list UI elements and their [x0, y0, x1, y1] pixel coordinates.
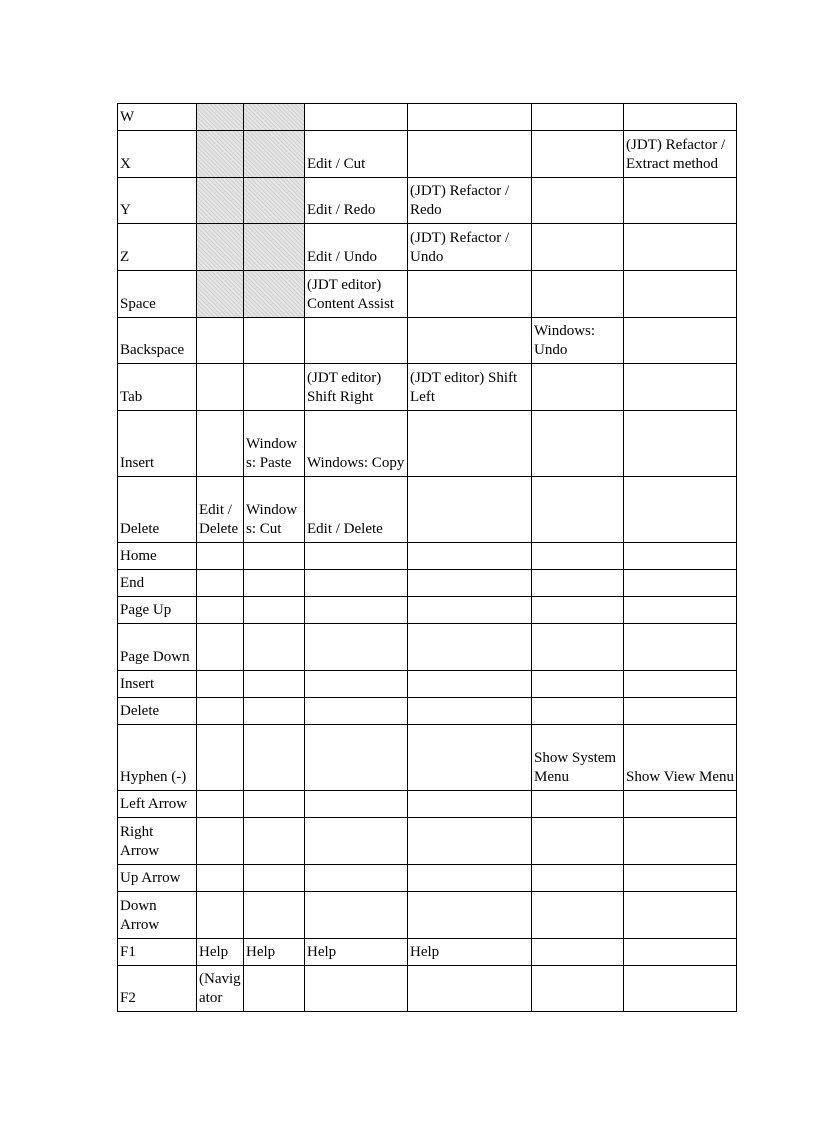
table-cell: [197, 818, 244, 865]
table-cell: [624, 939, 737, 966]
table-cell: (JDT editor) Shift Left: [408, 364, 532, 411]
table-cell: [244, 791, 305, 818]
table-cell: Help: [244, 939, 305, 966]
table-cell: [305, 818, 408, 865]
table-cell: [624, 865, 737, 892]
table-cell: [532, 131, 624, 178]
table-cell: (JDT) Refactor / Extract method: [624, 131, 737, 178]
table-cell: [305, 597, 408, 624]
table-row: [118, 131, 737, 178]
table-cell: [197, 671, 244, 698]
table-cell: [532, 939, 624, 966]
table-row: [118, 698, 737, 725]
table-cell: [408, 725, 532, 791]
table-cell: [408, 865, 532, 892]
table-cell: [624, 364, 737, 411]
table-row: [118, 671, 737, 698]
table-cell: [624, 104, 737, 131]
key-name-cell: F1: [118, 939, 197, 966]
table-cell: [532, 271, 624, 318]
key-name-cell: Right Arrow: [118, 818, 197, 865]
table-cell: [532, 364, 624, 411]
table-cell: [197, 865, 244, 892]
table-row: [118, 818, 737, 865]
table-cell: [244, 865, 305, 892]
table-cell: [532, 624, 624, 671]
table-cell: (Navigator: [197, 966, 244, 1012]
table-cell: [624, 671, 737, 698]
table-row: [118, 725, 737, 791]
table-cell: [305, 543, 408, 570]
table-cell: [624, 477, 737, 543]
table-cell: [624, 178, 737, 224]
key-name-cell: Y: [118, 178, 197, 224]
table-cell: [624, 271, 737, 318]
table-cell: [244, 318, 305, 364]
table-row: [118, 939, 737, 966]
table-cell: [624, 698, 737, 725]
table-cell: [624, 892, 737, 939]
key-name-cell: Insert: [118, 411, 197, 477]
key-name-cell: Left Arrow: [118, 791, 197, 818]
table-cell: Windows: Copy: [305, 411, 408, 477]
table-row: [118, 104, 737, 131]
table-cell: [532, 892, 624, 939]
key-name-cell: Hyphen (-): [118, 725, 197, 791]
table-cell: (JDT) Refactor / Redo: [408, 178, 532, 224]
table-cell: [305, 698, 408, 725]
table-cell: [532, 224, 624, 271]
table-cell: [244, 364, 305, 411]
table-cell: [532, 411, 624, 477]
table-cell: [532, 966, 624, 1012]
key-name-cell: Insert: [118, 671, 197, 698]
table-cell: [305, 966, 408, 1012]
table-cell: [305, 725, 408, 791]
table-cell: Edit / Redo: [305, 178, 408, 224]
table-row: [118, 966, 737, 1012]
table-cell: [624, 624, 737, 671]
table-row: [118, 178, 737, 224]
table-row: [118, 624, 737, 671]
table-cell: [305, 671, 408, 698]
table-cell: Edit / Undo: [305, 224, 408, 271]
table-cell: [408, 131, 532, 178]
table-row: [118, 570, 737, 597]
table-cell: [197, 725, 244, 791]
table-cell: [532, 671, 624, 698]
table-cell: [305, 624, 408, 671]
table-cell: [197, 178, 244, 224]
table-cell: [244, 597, 305, 624]
table-cell: [197, 791, 244, 818]
table-cell: [408, 411, 532, 477]
table-cell: [197, 570, 244, 597]
table-cell: [408, 543, 532, 570]
table-cell: [197, 318, 244, 364]
key-name-cell: Z: [118, 224, 197, 271]
key-name-cell: Backspace: [118, 318, 197, 364]
table-row: [118, 865, 737, 892]
table-cell: [408, 477, 532, 543]
table-cell: [244, 892, 305, 939]
table-cell: [244, 624, 305, 671]
table-cell: [532, 178, 624, 224]
table-cell: [532, 543, 624, 570]
key-name-cell: Tab: [118, 364, 197, 411]
table-cell: [408, 624, 532, 671]
table-cell: [305, 865, 408, 892]
table-cell: [197, 411, 244, 477]
table-cell: Show System Menu: [532, 725, 624, 791]
table-cell: [408, 671, 532, 698]
table-cell: [624, 818, 737, 865]
table-cell: Edit / Cut: [305, 131, 408, 178]
table-cell: Help: [408, 939, 532, 966]
table-cell: [197, 597, 244, 624]
table-cell: [244, 131, 305, 178]
table-cell: [197, 271, 244, 318]
table-cell: [408, 570, 532, 597]
table-cell: Windows: Undo: [532, 318, 624, 364]
key-binding-table: [117, 103, 737, 1012]
key-name-cell: Space: [118, 271, 197, 318]
table-cell: [408, 966, 532, 1012]
table-cell: Windows: Cut: [244, 477, 305, 543]
key-name-cell: End: [118, 570, 197, 597]
key-name-cell: X: [118, 131, 197, 178]
table-cell: [244, 543, 305, 570]
table-cell: [244, 966, 305, 1012]
table-cell: [244, 104, 305, 131]
table-cell: [532, 104, 624, 131]
table-cell: [532, 698, 624, 725]
table-cell: [244, 224, 305, 271]
table-cell: [624, 224, 737, 271]
table-cell: [408, 318, 532, 364]
table-body: [118, 104, 737, 1012]
table-row: [118, 271, 737, 318]
table-cell: [532, 818, 624, 865]
table-cell: [197, 104, 244, 131]
table-cell: Help: [305, 939, 408, 966]
table-cell: [197, 698, 244, 725]
key-name-cell: Delete: [118, 477, 197, 543]
table-cell: (JDT editor) Content Assist: [305, 271, 408, 318]
table-cell: [624, 543, 737, 570]
table-cell: [197, 892, 244, 939]
table-cell: [624, 318, 737, 364]
table-cell: Help: [197, 939, 244, 966]
table-row: [118, 364, 737, 411]
table-cell: [532, 597, 624, 624]
table-row: [118, 318, 737, 364]
key-name-cell: W: [118, 104, 197, 131]
table-cell: [408, 698, 532, 725]
key-name-cell: Down Arrow: [118, 892, 197, 939]
table-cell: [624, 597, 737, 624]
key-name-cell: Home: [118, 543, 197, 570]
table-cell: [532, 791, 624, 818]
table-cell: [408, 597, 532, 624]
table-cell: [624, 570, 737, 597]
table-cell: [197, 624, 244, 671]
table-cell: [244, 570, 305, 597]
table-cell: Edit / Delete: [305, 477, 408, 543]
table-cell: [408, 104, 532, 131]
table-cell: Show View Menu: [624, 725, 737, 791]
table-cell: [408, 892, 532, 939]
table-cell: [197, 131, 244, 178]
table-cell: [244, 818, 305, 865]
table-cell: [408, 818, 532, 865]
table-cell: [408, 271, 532, 318]
table-cell: [197, 543, 244, 570]
key-name-cell: F2: [118, 966, 197, 1012]
table-cell: Windows: Paste: [244, 411, 305, 477]
key-name-cell: Page Up: [118, 597, 197, 624]
table-cell: [532, 865, 624, 892]
table-row: [118, 791, 737, 818]
table-cell: [532, 570, 624, 597]
table-cell: (JDT) Refactor / Undo: [408, 224, 532, 271]
table-row: [118, 597, 737, 624]
table-cell: [408, 791, 532, 818]
key-name-cell: Up Arrow: [118, 865, 197, 892]
table-row: [118, 477, 737, 543]
table-row: [118, 224, 737, 271]
table-cell: [305, 892, 408, 939]
table-cell: [244, 178, 305, 224]
table-cell: [244, 271, 305, 318]
table-cell: (JDT editor) Shift Right: [305, 364, 408, 411]
table-cell: Edit / Delete: [197, 477, 244, 543]
table-cell: [624, 411, 737, 477]
key-name-cell: Delete: [118, 698, 197, 725]
table-cell: [244, 698, 305, 725]
table-row: [118, 411, 737, 477]
table-cell: [305, 570, 408, 597]
table-cell: [244, 671, 305, 698]
table-cell: [197, 224, 244, 271]
table-cell: [305, 318, 408, 364]
table-row: [118, 892, 737, 939]
table-cell: [305, 791, 408, 818]
table-row: [118, 543, 737, 570]
table-cell: [532, 477, 624, 543]
table-cell: [624, 966, 737, 1012]
table-cell: [197, 364, 244, 411]
key-name-cell: Page Down: [118, 624, 197, 671]
table-cell: [305, 104, 408, 131]
table-cell: [624, 791, 737, 818]
table-cell: [244, 725, 305, 791]
